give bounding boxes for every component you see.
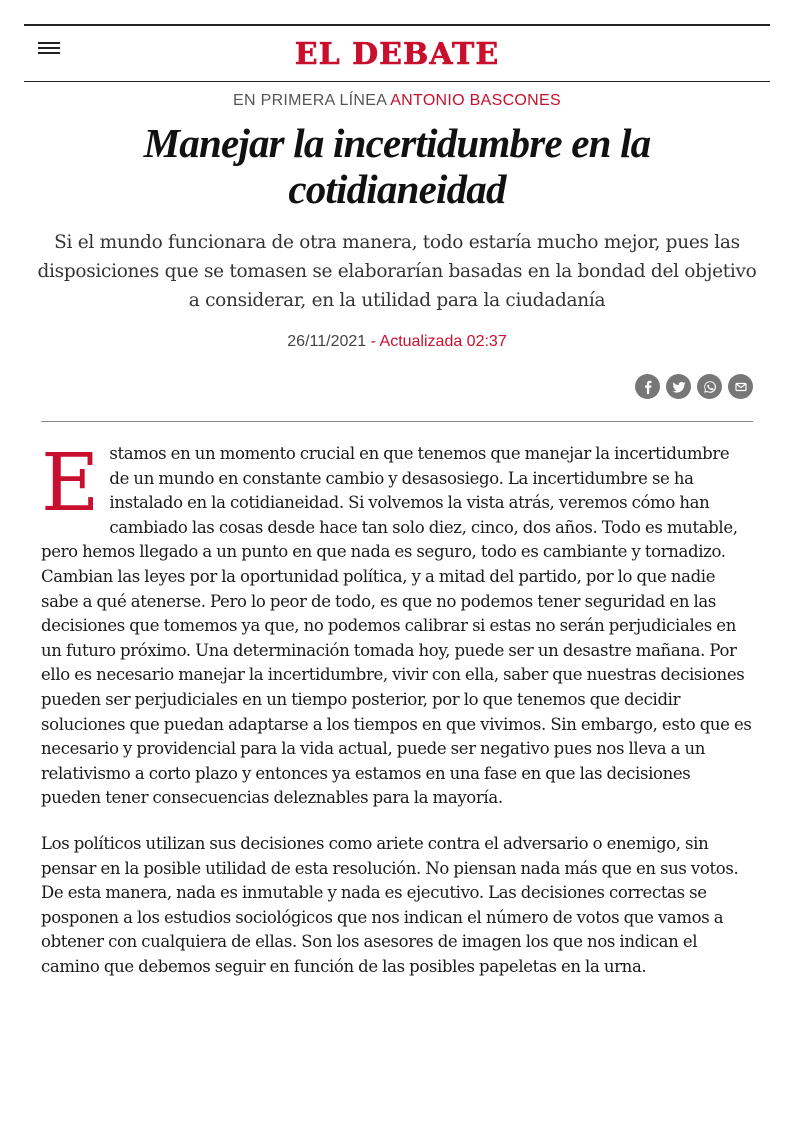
- twitter-icon: [672, 380, 686, 394]
- article-headline: Manejar la incertidumbre en la cotidianeidad: [143, 120, 651, 212]
- site-header: [24, 24, 770, 82]
- email-icon: [734, 380, 748, 394]
- content-divider: [41, 421, 753, 422]
- whatsapp-icon: [703, 380, 717, 394]
- share-twitter-button[interactable]: [666, 374, 691, 399]
- article-body: [41, 436, 753, 1000]
- share-bar: [635, 374, 753, 399]
- publish-date: 26/11/2021: [287, 333, 367, 350]
- paragraph-text: stamos en un momento crucial en que tenemos que manejar la incertidumbre de un mundo en constante cambio y desasosiego. La incertidumbre se ha instalado en la cotidianeidad. Si volvemos la vista atrás, veremos cómo han cambiado las cosas desde hace tan solo diez, cinco, dos años. Todo es mutable, pero hemos llegado a un punto en que nada es seguro, todo es cambiante y tornadizo. Cambian las leyes por la oportunidad política, y a mitad del partido, por lo que nadie sabe a qué atenerse. Pero lo peor de todo, es que no podemos tener seguridad en las decisiones que tomemos ya que, no podemos calibrar si estas no serán perjudiciales en un futuro próximo. Una determinación tomada hoy, puede ser un desastre mañana. Por ello es necesario manejar la incertidumbre, vivir con ella, saber que nuestras decisiones pueden ser perjudiciales en un tiempo posterior, por lo que tenemos que decidir soluciones que puedan adaptarse a los tiempos en que vivimos. Sin embargo, esto que es necesario y providencial para la vida actual, puede ser negativo pues nos lleva a un relativismo a corto plazo y entonces ya estamos en una fase en que las decisiones pueden tener consecuencias deleznables para la mayoría.: [41, 444, 752, 808]
- section-label[interactable]: EN PRIMERA LÍNEA: [233, 92, 387, 109]
- share-facebook-button[interactable]: [635, 374, 660, 399]
- article-paragraph: [41, 436, 753, 811]
- article-paragraph: Los políticos utilizan sus decisiones como ariete contra el adversario o enemigo, sin pensar en la posible utilidad de esta resolución. No piensan nada más que en sus votos. De esta manera, nada es inmutable y nada es ejecutivo. Las decisiones correctas se posponen a los estudios sociológicos que nos indican el número de votos que vamos a obtener con cualquiera de ellas. Son los asesores de imagen los que nos indican el camino que debemos seguir en función de las posibles papeletas en la urna.: [41, 833, 739, 976]
- share-whatsapp-button[interactable]: [697, 374, 722, 399]
- facebook-icon: [641, 380, 655, 394]
- updated-time: - Actualizada 02:37: [370, 333, 507, 350]
- article-dateline: [0, 332, 794, 352]
- author-link[interactable]: ANTONIO BASCONES: [390, 92, 561, 109]
- article-subtitle: Si el mundo funcionara de otra manera, todo estaría mucho mejor, pues las disposiciones que se tomasen se elaborarían basadas en la bondad del objetivo a considerar, en la utilidad para la ciudadanía: [37, 232, 757, 311]
- article-kicker: [0, 91, 794, 111]
- site-logo[interactable]: EL DEBATE: [294, 37, 500, 72]
- dropcap: E: [41, 436, 100, 529]
- share-email-button[interactable]: [728, 374, 753, 399]
